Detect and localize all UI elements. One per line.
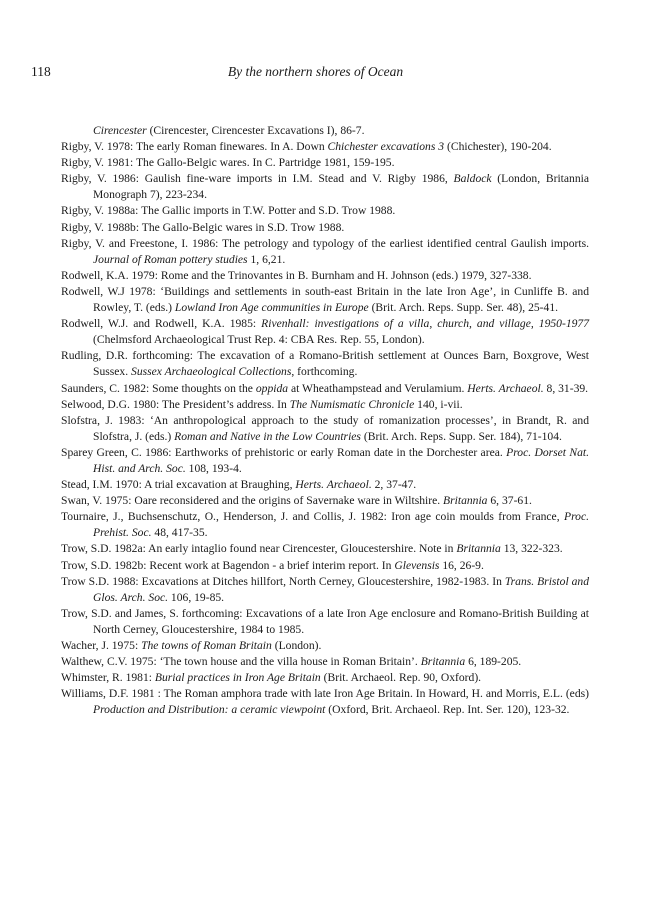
reference-text: (Brit. Arch. Reps. Supp. Ser. 48), 25-41. [368,301,559,315]
reference-text: Saunders, C. 1982: Some thoughts on the [61,381,256,395]
reference-entry [61,155,589,171]
reference-list [61,123,589,718]
reference-entry [61,670,589,686]
reference-entry [61,171,589,203]
reference-text: 1, 6,21. [247,252,286,266]
reference-entry [61,606,589,638]
reference-text: Wacher, J. 1975: [61,639,142,652]
reference-entry [61,284,589,316]
reference-text: Rodwell, W.J. and Rodwell, K.A. 1985: [61,317,262,331]
reference-text: (London). [271,639,322,652]
reference-title-italic: Roman and Native in the Low Countries [174,429,361,443]
reference-title-italic: Proc. Prehist. Soc. [93,510,589,540]
reference-entry [61,477,589,493]
reference-text: (Oxford, Brit. Archaeol. Rep. Int. Ser. 120), 123-32. [325,703,570,717]
reference-text: Rudling, D.R. forthcoming: The excavation of a Romano-British settlement at Ounces Barn, Boxgrove, West Sussex. [61,349,589,379]
reference-title-italic: Proc. Dorset Nat. Hist. and Arch. Soc. [93,445,590,475]
reference-text: Rigby, V. 1988b: The Gallo-Belgic wares in S.D. Trow 1988. [61,220,345,234]
reference-text: 16, 26-9. [439,558,484,572]
reference-entry [61,236,589,268]
reference-title-italic: The Numismatic Chronicle [289,397,415,411]
reference-title-italic: Trans. Bristol and Glos. Arch. Soc. [93,574,590,604]
reference-text: 8, 31-39. [543,381,589,395]
reference-entry [61,493,589,509]
running-head [31,64,590,84]
reference-entry [61,220,589,236]
reference-text: Rodwell, K.A. 1979: Rome and the Trinovantes in B. Burnham and H. Johnson (eds.) 1979, 327-338. [61,268,532,282]
reference-text: 2, 37-47. [371,478,417,492]
reference-text: (London, Britannia Monograph 7), 223-234. [93,172,590,202]
reference-entry [61,203,589,219]
reference-text: 106, 19-85. [168,590,225,604]
reference-text: Rigby, V. and Freestone, I. 1986: The petrology and typology of the earliest identified central Gaulish imports. [61,236,589,250]
reference-text: Trow, S.D. 1982a: An early intaglio found near Cirencester, Gloucestershire. Note in [61,542,457,556]
reference-title-italic: Chichester excavations 3 [327,140,445,154]
reference-text: at Wheathampstead and Verulamium. [288,381,468,395]
reference-title-italic: Baldock [453,172,492,186]
reference-text: (Chelmsford Archaeological Trust Rep. 4: CBA Res. Rep. 55, London). [93,333,425,347]
reference-text: Walthew, C.V. 1975: ‘The town house and the villa house in Roman Britain’. [61,655,421,669]
reference-text: (Brit. Archaeol. Rep. 90, Oxford). [320,671,482,685]
reference-title-italic: Sussex Archaeological Collections [131,365,292,379]
reference-text: Rigby, V. 1986: Gaulish fine-ware imports in I.M. Stead and V. Rigby 1986, [61,172,454,186]
reference-text: (Brit. Arch. Reps. Supp. Ser. 184), 71-104. [360,429,562,443]
reference-text: Whimster, R. 1981: [61,671,155,685]
reference-entry [61,509,589,541]
reference-text: Slofstra, J. 1983: ‘An anthropological approach to the study of romanization processes’, in Brandt, R. and Slofstra, J. (eds.) [61,413,589,443]
reference-title-italic: Journal of Roman pottery studies [93,252,248,266]
reference-text: , forthcoming. [291,365,358,379]
reference-text: 6, 189-205. [465,655,522,669]
reference-title-italic: oppida [255,381,289,395]
reference-title-italic: Britannia [443,494,488,508]
reference-entry [61,316,589,348]
reference-text: Stead, I.M. 1970: A trial excavation at Braughing, [61,478,296,492]
reference-title-italic: Herts. Archaeol. [295,478,372,492]
reference-entry [61,123,589,139]
reference-text: 140, i-vii. [414,397,463,411]
reference-text: Trow, S.D. 1982b: Recent work at Bagendon - a brief interim report. In [61,558,395,572]
reference-title-italic: Britannia [456,542,501,556]
reference-entry [61,654,589,670]
reference-title-italic: Herts. Archaeol. [467,381,544,395]
reference-text: 6, 37-61. [487,494,532,508]
reference-text: (Chichester), 190-204. [444,140,552,154]
reference-text: 108, 193-4. [185,461,242,475]
reference-entry [61,686,589,718]
reference-title-italic: Burial practices in Iron Age Britain [154,671,321,685]
reference-entry [61,558,589,574]
page-number: 118 [31,64,51,79]
reference-entry [61,638,589,654]
reference-text: Trow, S.D. and James, S. forthcoming: Excavations of a late Iron Age enclosure and Romano-British Building at North Cerney, Gloucestershire, 1984 to 1985. [61,606,589,636]
reference-text: Sparey Green, C. 1986: Earthworks of prehistoric or early Roman date in the Dorchester area. [61,445,507,459]
reference-title-italic: Cirencester [93,124,147,137]
running-title: By the northern shores of Ocean [227,64,404,79]
reference-text: Trow S.D. 1988: Excavations at Ditches hillfort, North Cerney, Gloucestershire, 1982-1983. In [61,574,505,588]
reference-title-italic: The towns of Roman Britain [141,639,272,652]
reference-entry [61,413,589,445]
reference-entry [61,397,589,413]
reference-text: Rodwell, W.J 1978: ‘Buildings and settlements in south-east Britain in the late Iron Age’, in Cunliffe B. and Rowley, T. (eds.) [61,284,589,315]
reference-text: Rigby, V. 1981: The Gallo-Belgic wares. In C. Partridge 1981, 159-195. [61,156,395,170]
reference-text: Swan, V. 1975: Oare reconsidered and the origins of Savernake ware in Wiltshire. [61,494,444,508]
reference-entry [61,139,589,155]
reference-entry [61,268,589,284]
reference-title-italic: Lowland Iron Age communities in Europe [174,301,369,315]
reference-title-italic: Britannia [420,655,466,669]
reference-text: Rigby, V. 1988a: The Gallic imports in T.W. Potter and S.D. Trow 1988. [61,204,396,218]
reference-title-italic: Production and Distribution: a ceramic viewpoint [93,703,326,717]
reference-text: Williams, D.F. 1981 : The Roman amphora trade with late Iron Age Britain. In Howard, H. and Morris, E.L. (eds) [61,687,589,701]
reference-text: 13, 322-323. [500,542,563,556]
reference-entry [61,348,589,380]
reference-text: Rigby, V. 1978: The early Roman finewares. In A. Down [61,140,328,154]
reference-text: (Cirencester, Cirencester Excavations I), 86-7. [146,124,365,137]
reference-entry [61,541,589,557]
reference-text: 48, 417-35. [151,526,208,540]
reference-entry [61,574,589,606]
reference-entry [61,381,589,397]
reference-title-italic: Glevensis [394,558,440,572]
reference-text: Selwood, D.G. 1980: The President’s address. In [61,397,290,411]
reference-entry [61,445,589,477]
reference-text: Tournaire, J., Buchsenschutz, O., Henderson, J. and Collis, J. 1982: Iron age coin moulds from France, [61,510,564,524]
reference-title-italic: Rivenhall: investigations of a villa, church, and village, 1950-1977 [261,317,590,331]
